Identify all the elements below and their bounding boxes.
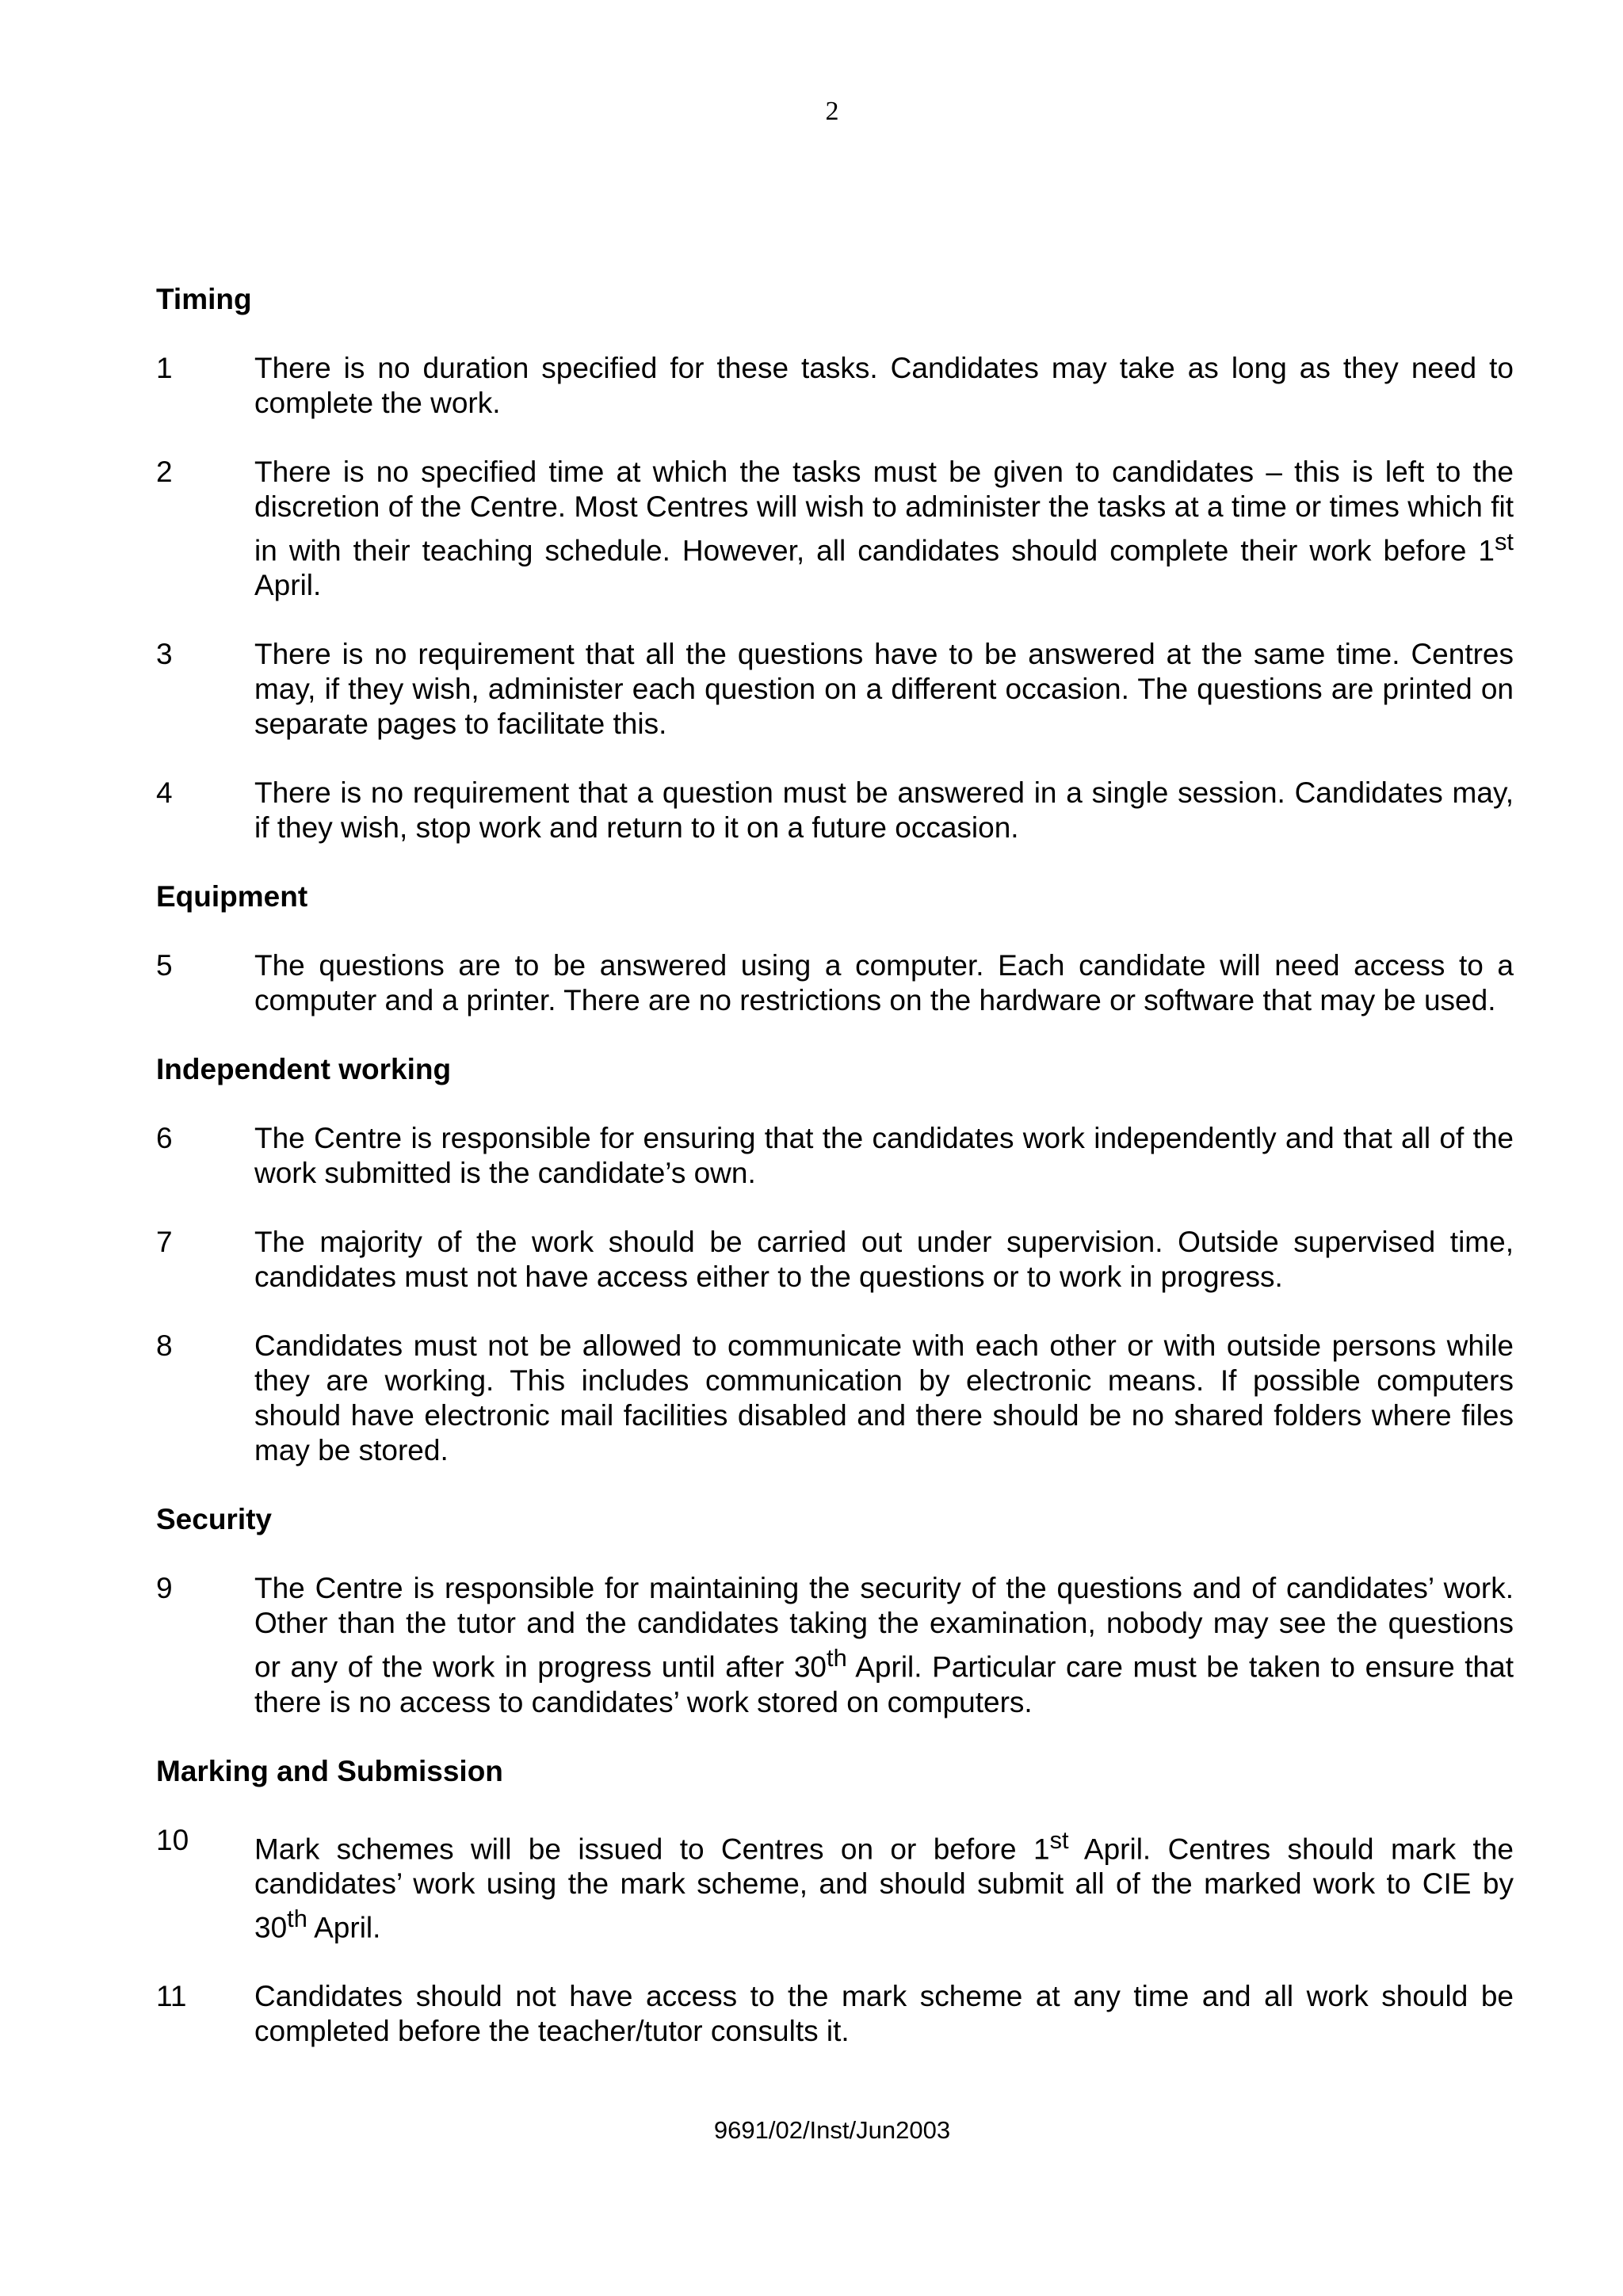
instruction-item — [156, 1225, 1514, 1295]
instruction-item — [156, 1979, 1514, 2049]
section-heading: Security — [156, 1503, 273, 1536]
section-heading: Timing — [156, 283, 252, 315]
item-number: 5 — [156, 949, 173, 982]
footer-document-code: 9691/02/Inst/Jun2003 — [713, 2116, 951, 2144]
item-number: 6 — [156, 1122, 173, 1155]
item-text: The Centre is responsible for maintaining the security of the questions and of candidates’ work. Other than the tutor and the candidates taking the examination, nobody may see the questions or any of the work in progress until after 30th April. Particular care must be taken to ensure that there is no access to candidates’ work stored on computers. — [254, 1572, 1514, 1718]
instruction-item — [156, 1571, 1514, 1719]
section-independent-working — [156, 1052, 1514, 1468]
item-number: 1 — [156, 352, 173, 384]
item-number: 7 — [156, 1226, 173, 1259]
section-timing — [156, 282, 1514, 845]
item-text: Candidates must not be allowed to communicate with each other or with outside persons while they are working. This includes communication by electronic means. If possible computers should have electronic mail facilities disabled and there should be no shared folders where files may be stored. — [254, 1329, 1514, 1467]
page-number: 2 — [825, 97, 839, 126]
item-number: 10 — [156, 1823, 189, 1856]
item-text: The questions are to be answered using a computer. Each candidate will need access to a computer and a printer. There are no restrictions on the hardware or software that may be used. — [254, 949, 1514, 1017]
section-security — [156, 1502, 1514, 1719]
instruction-item — [156, 455, 1514, 603]
item-text: Mark schemes will be issued to Centres on or before 1st April. Centres should mark the candidates’ work using the mark scheme, and should submit all of the marked work to CIE by 30th April. — [254, 1825, 1514, 1944]
section-heading: Independent working — [156, 1053, 452, 1086]
section-heading: Equipment — [156, 880, 308, 913]
instruction-item — [156, 1823, 1514, 1946]
instruction-item — [156, 637, 1514, 742]
item-number: 11 — [156, 1980, 187, 2013]
instruction-item — [156, 776, 1514, 845]
item-text: There is no specified time at which the tasks must be given to candidates – this is left to the discretion of the Centre. Most Centres will wish to administer the tasks at a time or times which fit in with their teaching schedule. However, all candidates should complete their work before 1st April. — [254, 456, 1514, 602]
item-number: 8 — [156, 1329, 173, 1363]
instruction-item — [156, 351, 1514, 421]
item-text: The Centre is responsible for ensuring that the candidates work independently and that all of the work submitted is the candidate’s own. — [254, 1122, 1514, 1190]
item-number: 2 — [156, 456, 173, 488]
section-equipment — [156, 879, 1514, 1018]
instruction-item — [156, 948, 1514, 1018]
section-heading: Marking and Submission — [156, 1754, 503, 1787]
instruction-item — [156, 1121, 1514, 1191]
item-text: There is no duration specified for these tasks. Candidates may take as long as they need to complete the work. — [254, 352, 1514, 419]
item-number: 9 — [156, 1572, 173, 1605]
item-text: Candidates should not have access to the mark scheme at any time and all work should be completed before the teacher/tutor consults it. — [254, 1980, 1514, 2048]
item-text: The majority of the work should be carried out under supervision. Outside supervised time, candidates must not have access either to the questions or to work in progress. — [254, 1226, 1514, 1294]
item-number: 3 — [156, 638, 173, 671]
section-marking-and-submission — [156, 1754, 1514, 2050]
instruction-item — [156, 1329, 1514, 1468]
item-text: There is no requirement that a question must be answered in a single session. Candidates may, if they wish, stop work and return to it on a future occasion. — [254, 776, 1514, 845]
item-text: There is no requirement that all the questions have to be answered at the same time. Centres may, if they wish, administer each question on a different occasion. The questions are printed on separate pages to facilitate this. — [254, 638, 1514, 741]
instructions-body — [156, 282, 1514, 2083]
item-number: 4 — [156, 776, 173, 810]
